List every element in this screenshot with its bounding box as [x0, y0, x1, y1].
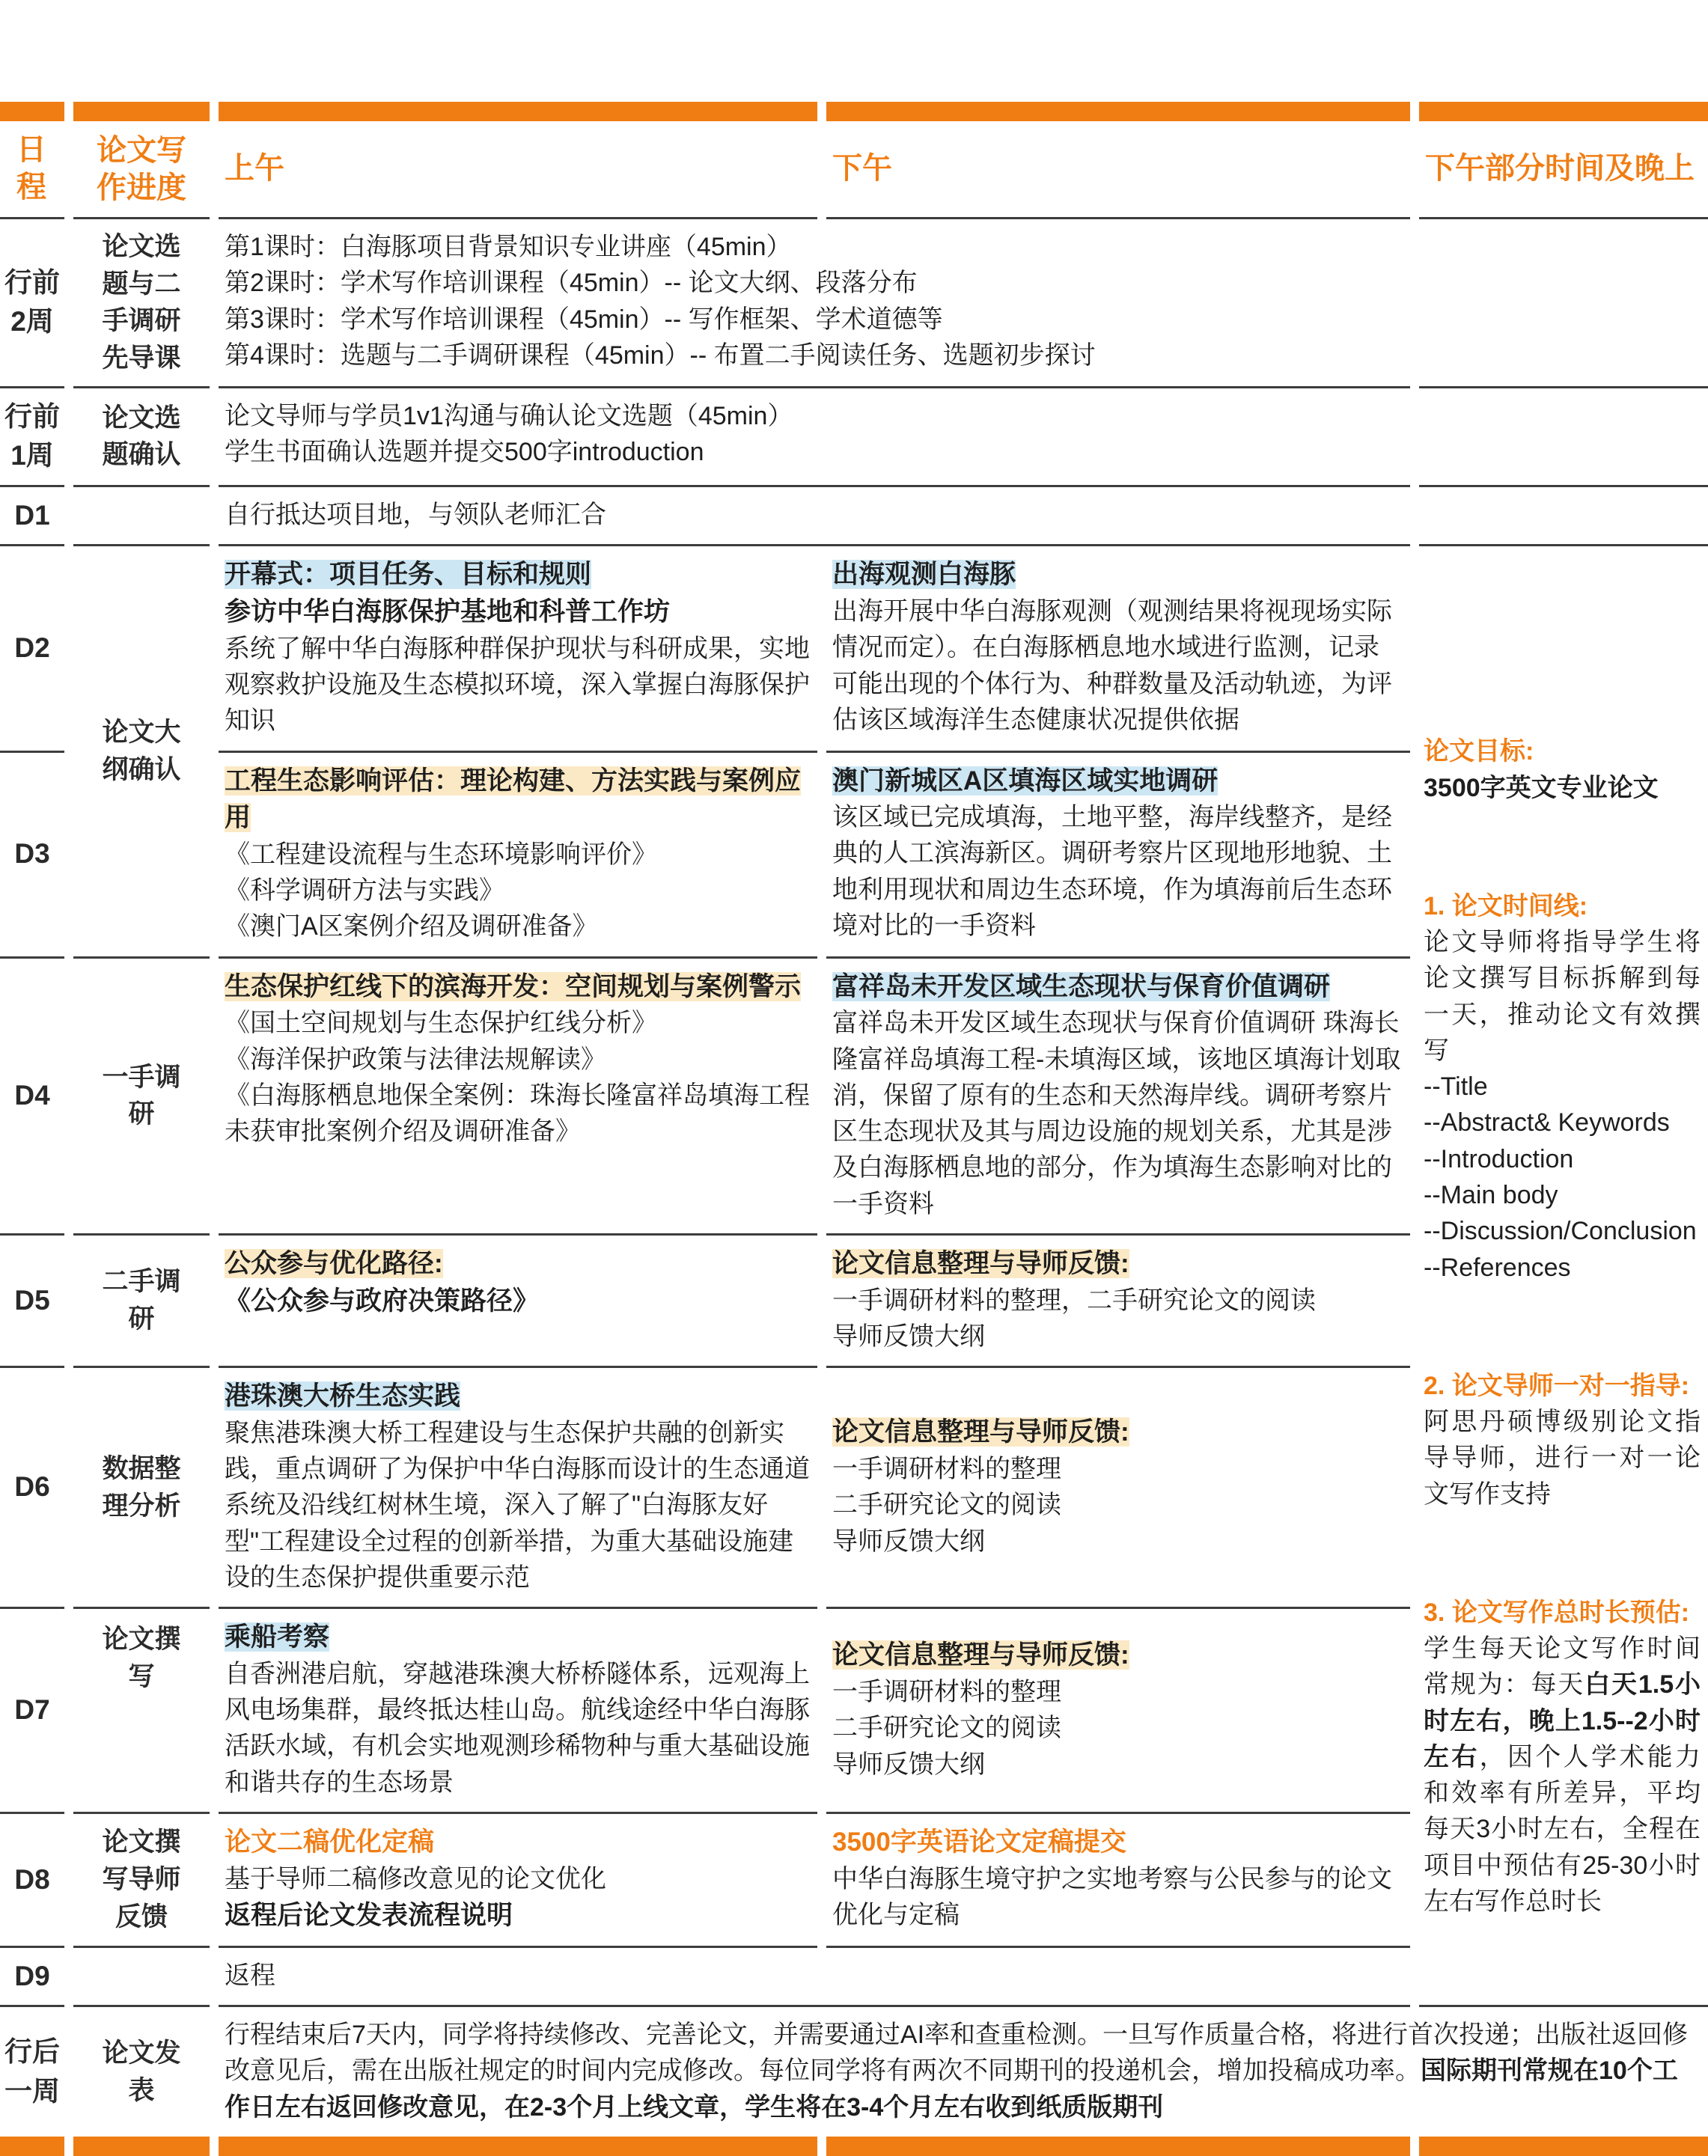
activity-body: 中华白海豚生境守护之实地考察与公民参与的论文优化与定稿	[832, 1864, 1392, 1929]
book-line: 《工程建设流程与生态环境影响评价》	[225, 840, 657, 869]
bar-segment	[219, 2137, 817, 2156]
activity-title-orange: 3500字英语论文定稿提交	[832, 1827, 1126, 1857]
bar-segment	[1419, 102, 1708, 121]
row-d7-morning	[219, 1609, 817, 1814]
row-d2-day: D2	[0, 546, 64, 752]
session-line: 第2课时：学术写作培训课程（45min）-- 论文大纲、段落分布	[225, 269, 918, 298]
highlighted-title: 生态保护红线下的滨海开发：空间规划与案例警示	[225, 971, 802, 1001]
body-text-bold: 白天1.5小时左右，晚上1.5--2小时左右	[1424, 1670, 1701, 1771]
header-evening-label: 下午部分时间及晚上	[1425, 152, 1695, 185]
session-line: 学生书面确认选题并提交500字introduction	[225, 438, 704, 467]
highlighted-title: 澳门新城区A区填海区域实地调研	[832, 766, 1219, 795]
row-d6-afternoon	[826, 1368, 1410, 1609]
book-line: 《国土空间规划与生态保护红线分析》	[225, 1009, 657, 1038]
row-d4-morning	[219, 959, 817, 1236]
row-pre2w-stage: 论文选题与二手调研先导课	[73, 219, 210, 388]
row-d1-evening-empty	[1419, 487, 1708, 547]
row-d1-day: D1	[0, 487, 64, 547]
row-d2-morning	[219, 546, 817, 752]
section-title: 2. 论文导师一对一指导:	[1424, 1371, 1690, 1400]
section-title: 3. 论文写作总时长预估:	[1424, 1598, 1690, 1627]
highlighted-title: 乘船考察	[225, 1622, 330, 1652]
section-body	[1424, 1631, 1701, 1920]
list-item: --Introduction	[1424, 1144, 1574, 1173]
highlighted-title: 开幕式：项目任务、目标和规则	[225, 560, 592, 590]
row-d3-afternoon	[826, 753, 1410, 959]
body-text: ，因个人学术能力和效率有所差异，平均每天3小时左右，全程在项目中预估有25-30小时左右写作总时长	[1424, 1742, 1701, 1916]
header-morning-label: 上午	[225, 152, 284, 185]
activity-title	[832, 968, 1403, 1006]
header-day-label: 日程	[16, 133, 46, 204]
activity-body: 系统了解中华白海豚种群保护现状与科研成果，实地观察救护设施及生态模拟环境，深入掌握白海豚保护知识	[225, 634, 810, 736]
list-item: --Main body	[1424, 1181, 1558, 1209]
row-d5-morning	[219, 1236, 817, 1368]
row-d2-afternoon	[826, 546, 1410, 752]
goal-label: 论文目标:	[1424, 737, 1534, 766]
activity-body: 自香洲港启航，穿越港珠澳大桥桥隧体系，远观海上风电场集群，最终抵达桂山岛。航线途经中华白海豚活跃水域，有机会实地观测珍稀物种与重大基础设施和谐共存的生态场景	[225, 1659, 810, 1797]
activity-title	[225, 1378, 810, 1415]
bar-segment	[826, 2137, 1410, 2156]
row-pre2w-evening-empty	[1419, 219, 1708, 388]
activity-title-orange: 论文二稿优化定稿	[225, 1827, 435, 1857]
row-d4-afternoon	[826, 959, 1410, 1236]
task-line: 二手研究论文的阅读	[832, 1714, 1061, 1743]
schedule-table	[0, 121, 1708, 2137]
task-line: 一手调研材料的整理，二手研究论文的阅读	[832, 1286, 1316, 1315]
paper-goals-sidebar	[1419, 546, 1708, 2007]
activity-body: 基于导师二稿修改意见的论文优化	[225, 1864, 606, 1893]
publish-text: 行程结束后7天内，同学将持续修改、完善论文，并需要通过AI率和查重检测。一旦写作质量合格，将进行首次投递；出版社返回修改意见后，需在出版社规定的时间内完成修改。每位同学将有两次不同期刊的投递机会，增加投稿成功率。	[225, 2021, 1689, 2086]
highlighted-title: 论文信息整理与导师反馈:	[832, 1417, 1129, 1447]
stage-writing-feedback: 论文撰写导师反馈	[73, 1814, 210, 1948]
row-d8-day: D8	[0, 1814, 64, 1948]
header-afternoon	[826, 121, 1410, 219]
row-d9-stage-empty	[73, 1948, 210, 2008]
book-line: 《白海豚栖息地保全案例：珠海长隆富祥岛填海工程未获审批案例介绍及调研准备》	[225, 1081, 810, 1146]
activity-body: 该区域已完成填海，土地平整，海岸线整齐，是经典的人工滨海新区。调研考察片区现地形地貌、土地利用现状和周边生态环境，作为填海前后生态环境对比的一手资料	[832, 803, 1392, 940]
row-pre1w-stage: 论文选题确认	[73, 388, 210, 487]
highlighted-title: 论文信息整理与导师反馈:	[832, 1640, 1129, 1670]
row-pre1w-evening-empty	[1419, 388, 1708, 487]
activity-title	[225, 556, 810, 593]
row-pre2w-day: 行前2周	[0, 219, 64, 388]
stage-paper-writing: 论文撰写	[73, 1609, 210, 1814]
row-d6-morning	[219, 1368, 817, 1609]
session-line: 第1课时：白海豚项目背景知识专业讲座（45min）	[225, 233, 792, 261]
row-d1-stage-empty	[73, 487, 210, 547]
row-pre1w-day: 行前1周	[0, 388, 64, 487]
row-d8-morning	[219, 1814, 817, 1948]
book-line: 《澳门A区案例介绍及调研准备》	[225, 912, 598, 941]
bar-segment	[0, 2137, 64, 2156]
activity-title	[832, 1414, 1403, 1451]
session-line: 论文导师与学员1v1沟通与确认论文选题（45min）	[225, 401, 793, 430]
header-afternoon-label: 下午	[832, 152, 892, 185]
task-line: 导师反馈大纲	[832, 1750, 985, 1779]
bottom-orange-bar	[0, 2137, 1708, 2156]
bar-segment	[219, 102, 817, 121]
paper-structure-list	[1424, 1069, 1701, 1286]
highlighted-title: 工程生态影响评估：理论构建、方法实践与案例应用	[225, 766, 802, 833]
sidebar-section-timeline	[1424, 888, 1701, 1286]
activity-title	[832, 1637, 1403, 1674]
row-d5-day: D5	[0, 1236, 64, 1368]
row-d6-day: D6	[0, 1368, 64, 1609]
book-line: 《公众参与政府决策路径》	[225, 1286, 540, 1316]
activity-title	[225, 1619, 810, 1656]
book-line: 《科学调研方法与实践》	[225, 876, 504, 906]
highlighted-title: 公众参与优化路径:	[225, 1248, 443, 1278]
bar-segment	[826, 102, 1410, 121]
activity-title	[225, 763, 810, 837]
highlighted-title: 富祥岛未开发区域生态现状与保育价值调研	[832, 971, 1331, 1001]
row-d7-day: D7	[0, 1609, 64, 1814]
section-title: 1. 论文时间线:	[1424, 891, 1588, 920]
activity-title	[832, 556, 1403, 593]
row-d4-day: D4	[0, 959, 64, 1236]
header-morning	[219, 121, 817, 219]
list-item: --References	[1424, 1253, 1571, 1282]
book-line: 《海洋保护政策与法律法规解读》	[225, 1045, 606, 1074]
activity-title	[832, 1245, 1403, 1283]
section-body: 阿思丹硕博级别论文指导导师，进行一对一论文写作支持	[1424, 1408, 1701, 1509]
row-d7-afternoon	[826, 1609, 1410, 1814]
row-pre1w-content	[219, 388, 1410, 487]
header-stage-label: 论文写作进度	[97, 134, 186, 204]
row-d8-afternoon	[826, 1814, 1410, 1948]
task-line: 导师反馈大纲	[832, 1527, 985, 1556]
row-after-content	[219, 2007, 1708, 2137]
bar-segment	[0, 102, 64, 121]
stage-outline-confirm: 论文大纲确认	[73, 546, 210, 958]
task-line: 导师反馈大纲	[832, 1322, 985, 1351]
task-line: 一手调研材料的整理	[832, 1455, 1061, 1484]
task-line: 一手调研材料的整理	[832, 1678, 1061, 1707]
list-item: --Title	[1424, 1072, 1488, 1102]
top-orange-bar	[0, 102, 1708, 121]
session-line: 自行抵达项目地，与领队老师汇合	[225, 500, 606, 529]
activity-subtitle: 返程后论文发表流程说明	[225, 1900, 513, 1930]
stage-paper-publish: 论文发表	[102, 2038, 181, 2105]
row-after-day: 行后一周	[4, 2036, 60, 2107]
stage-data-analysis: 数据整理分析	[73, 1368, 210, 1609]
section-body: 论文导师将指导学生将论文撰写目标拆解到每一天，推动论文有效撰写	[1424, 928, 1701, 1065]
row-d3-day: D3	[0, 753, 64, 959]
row-pre2w-content	[219, 219, 1410, 388]
list-item: --Abstract& Keywords	[1424, 1108, 1670, 1137]
row-d3-morning	[219, 753, 817, 959]
bar-segment	[1419, 2137, 1708, 2156]
session-line: 第3课时：学术写作培训课程（45min）-- 写作框架、学术道德等	[225, 305, 943, 334]
task-line: 二手研究论文的阅读	[832, 1491, 1061, 1520]
activity-title	[832, 763, 1403, 800]
row-d9-day: D9	[0, 1948, 64, 2008]
sidebar-section-duration	[1424, 1595, 1701, 1920]
stage-secondary-research: 二手调研	[73, 1236, 210, 1368]
list-item: --Discussion/Conclusion	[1424, 1217, 1697, 1246]
activity-subtitle: 参访中华白海豚保护基地和科普工作坊	[225, 597, 671, 627]
bar-segment	[73, 102, 210, 121]
row-d5-afternoon	[826, 1236, 1410, 1368]
row-d1-content	[219, 487, 1410, 547]
activity-title	[225, 968, 810, 1006]
activity-body: 聚焦港珠澳大桥工程建设与生态保护共融的创新实践，重点调研了为保护中华白海豚而设计的生态通道系统及沿线红树林生境，深入了解了"白海豚友好型"工程建设全过程的创新举措，为重大基础设施建设的生态保护提供重要示范	[225, 1418, 810, 1592]
highlighted-title: 港珠澳大桥生态实践	[225, 1381, 461, 1411]
header-stage	[73, 121, 210, 219]
stage-primary-research: 一手调研	[73, 959, 210, 1236]
highlighted-title: 论文信息整理与导师反馈:	[832, 1248, 1129, 1278]
activity-title	[225, 1245, 810, 1283]
activity-body: 富祥岛未开发区域生态现状与保育价值调研 珠海长隆富祥岛填海工程-未填海区域，该地区填海计划取消，保留了原有的生态和天然海岸线。调研考察片区生态现状及其与周边设施的规划关系，尤其是涉及白海豚栖息地的部分，作为填海生态影响对比的一手资料	[832, 1009, 1401, 1218]
goal-value: 3500字英文专业论文	[1424, 773, 1659, 802]
bar-segment	[73, 2137, 210, 2156]
session-line: 返程	[225, 1961, 275, 1990]
publish-text-bold: 国际期刊常规在10个工作日左右返回修改意见，在2-3个月上线文章，学生将在3-4个月左右收到纸质版期刊	[225, 2056, 1678, 2122]
body-text: 学生每天论文写作时间常规为：每天	[1424, 1634, 1701, 1700]
header-evening	[1419, 121, 1708, 219]
session-line: 第4课时：选题与二手调研课程（45min）-- 布置二手阅读任务、选题初步探讨	[225, 340, 1096, 370]
sidebar-section-mentor	[1424, 1368, 1701, 1512]
row-d9-content	[219, 1948, 1410, 2008]
highlighted-title: 出海观测白海豚	[832, 560, 1016, 590]
activity-body: 出海开展中华白海豚观测（观测结果将视现场实际情况而定）。在白海豚栖息地水域进行监测，记录可能出现的个体行为、种群数量及活动轨迹，为评估该区域海洋生态健康状况提供依据	[832, 597, 1392, 734]
header-day	[0, 121, 64, 219]
